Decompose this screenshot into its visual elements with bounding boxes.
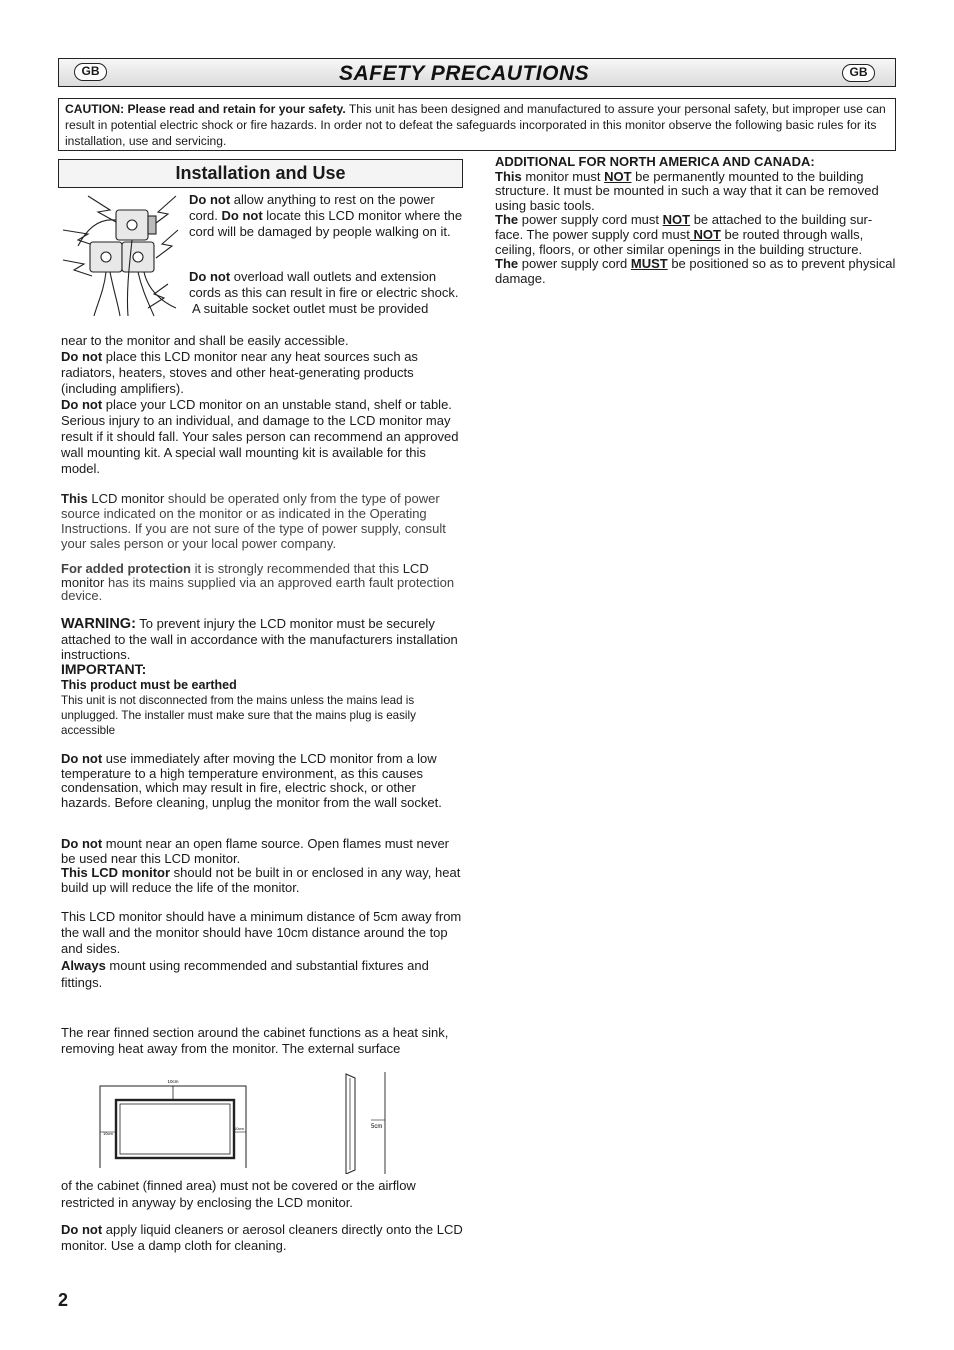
finned-area-paragraph — [61, 1177, 463, 1211]
important-label: IMPORTANT: — [61, 661, 147, 677]
text: apply liquid cleaners or aerosol cleaners directly onto the LCD monitor. Use a damp cloth for cleaning. — [61, 1222, 463, 1253]
underlined-emphasis: NOT — [604, 168, 632, 184]
distance-paragraph — [61, 909, 463, 991]
bold-lead: Do not — [61, 397, 103, 412]
socket-line-2: near to the monitor and shall be easily accessible. — [61, 333, 349, 348]
right-clearance-label: 10cm — [234, 1126, 244, 1131]
warning-label: WARNING: — [61, 616, 136, 632]
text: it is strongly recommended that this — [191, 561, 403, 576]
north-america-section — [495, 155, 900, 286]
wall-clearance-label: 5cm — [371, 1124, 383, 1130]
text: use immediately after moving the LCD monitor from a low temperature to a high temperature environment, as this causes condensation, which may result in fire, electric shock, or other hazards. Before cleaning, unplug the monitor from the wall socket. — [61, 751, 442, 810]
text: has its mains supplied via an approved earth fault protection device. — [61, 574, 455, 603]
underlined-emphasis: NOT — [689, 226, 721, 242]
bold-lead: This — [495, 168, 522, 184]
caution-lead: CAUTION: Please read and retain for your safety. — [65, 102, 346, 116]
warning-paragraph — [61, 616, 463, 738]
heatsink-text: The rear finned section around the cabinet functions as a heat sink, removing heat away from the monitor. The external surface — [61, 1025, 449, 1056]
bold-lead: This LCD monitor — [61, 865, 171, 880]
flame-paragraph — [61, 837, 463, 895]
clearance-diagram — [95, 1072, 395, 1174]
text: be attached to the building sur-face. The power supply cord must — [495, 212, 873, 242]
distance-text: This LCD monitor should have a minimum distance of 5cm away from the wall and the monitor should have 10cm distance around the top and sides. — [61, 909, 462, 956]
bold-lead: Do not — [61, 349, 103, 364]
main-left-column — [61, 333, 463, 477]
language-badge-right: GB — [842, 64, 875, 82]
bold-lead: This — [61, 491, 88, 506]
bold-lead: Do not — [189, 192, 231, 207]
bold-lead: The — [495, 212, 519, 228]
condensation-paragraph — [61, 752, 463, 810]
power-source-paragraph — [61, 491, 463, 551]
earthed-heading: This product must be earthed — [61, 678, 237, 692]
text: allow anything to rest on the power cord. — [189, 192, 435, 223]
underlined-emphasis: MUST — [630, 256, 668, 272]
text: monitor must — [521, 168, 605, 184]
text: place this LCD monitor near any heat sources such as radiators, heaters, stoves and other heat-generating products (including amplifiers). — [61, 349, 418, 396]
text: power supply cord — [518, 256, 631, 272]
finned-text: of the cabinet (finned area) must not be covered or the airflow restricted in anyway by enclosing the LCD monitor. — [61, 1178, 416, 1210]
caution-body: This unit has been designed and manufactured to assure your personal safety, but improper use can result in potential electric shock or fire hazards. In order not to defeat the safeguards incorporated in this monitor observe the following basic rules for its installation, use and servicing. — [65, 102, 886, 148]
language-badge-left: GB — [74, 63, 107, 81]
text: To prevent injury the LCD monitor must be securely attached to the wall in accordance with the manufacturers installation instructions. — [61, 616, 458, 662]
north-america-heading: ADDITIONAL FOR NORTH AMERICA AND CANADA: — [495, 154, 815, 169]
text: should not be built in or enclosed in any way, heat build up will reduce the life of the monitor. — [61, 865, 461, 895]
heatsink-paragraph — [61, 1025, 463, 1057]
text: mount using recommended and substantial fixtures and fittings. — [61, 958, 429, 990]
overloaded-outlet-illustration — [58, 190, 186, 318]
left-clearance-label: 10cm — [103, 1131, 113, 1136]
top-clearance-label: 10cm — [167, 1079, 179, 1084]
text: overload wall outlets and extension cords as this can result in fire or electric shock. — [189, 269, 459, 300]
text: mount near an open flame source. Open flames must never be used near this LCD monitor. — [61, 836, 450, 866]
cord-warning-paragraph — [189, 192, 464, 240]
bold-lead: For added protection — [61, 561, 191, 576]
page-number: 2 — [58, 1290, 69, 1310]
page-title: SAFETY PRECAUTIONS — [339, 62, 590, 85]
bold-lead: Do not — [61, 1222, 103, 1237]
text: place your LCD monitor on an unstable stand, shelf or table. Serious injury to an individual, and damage to the LCD monitor may result if it should fall. Your sales person can recommend an approved wall mounting kit. A special wall mounting kit is available for this model. — [61, 397, 459, 476]
overload-paragraph — [189, 269, 464, 317]
text: LCD monitor — [61, 561, 429, 590]
caution-box — [58, 98, 896, 151]
underlined-emphasis: NOT — [662, 212, 691, 228]
header-bar — [58, 58, 896, 87]
section-title: Installation and Use — [58, 159, 463, 188]
text: be permanently mounted to the building structure. It must be mounted in such a way that it can be removed using basic tools. — [495, 168, 879, 213]
earthed-text: This unit is not disconnected from the mains unless the mains lead is unplugged. The installer must make sure that the mains plug is easily accessible — [61, 694, 416, 737]
text: be routed through walls, ceiling, floors, or other similar openings in the building structure. — [495, 226, 864, 257]
bold-lead: Do not — [221, 208, 263, 223]
protection-paragraph — [61, 562, 463, 603]
bold-lead: The — [495, 256, 519, 272]
text: locate this LCD monitor where the cord will be damaged by people walking on it. — [189, 208, 463, 239]
bold-lead: Always — [61, 958, 106, 973]
text: power supply cord must — [518, 212, 663, 228]
bold-lead: Do not — [61, 836, 103, 851]
bold-lead: Do not — [61, 751, 103, 766]
socket-line: A suitable socket outlet must be provided — [192, 301, 429, 316]
text: should be operated only from the type of power source indicated on the monitor or as indicated in the Operating Instructions. If you are not sure of the type of power supply, consult your sales person or your local power company. — [61, 491, 446, 551]
text: be positioned so as to prevent physical damage. — [495, 256, 896, 286]
cleaning-paragraph — [61, 1222, 463, 1254]
text: LCD monitor — [87, 491, 165, 506]
bold-lead: Do not — [189, 269, 231, 284]
